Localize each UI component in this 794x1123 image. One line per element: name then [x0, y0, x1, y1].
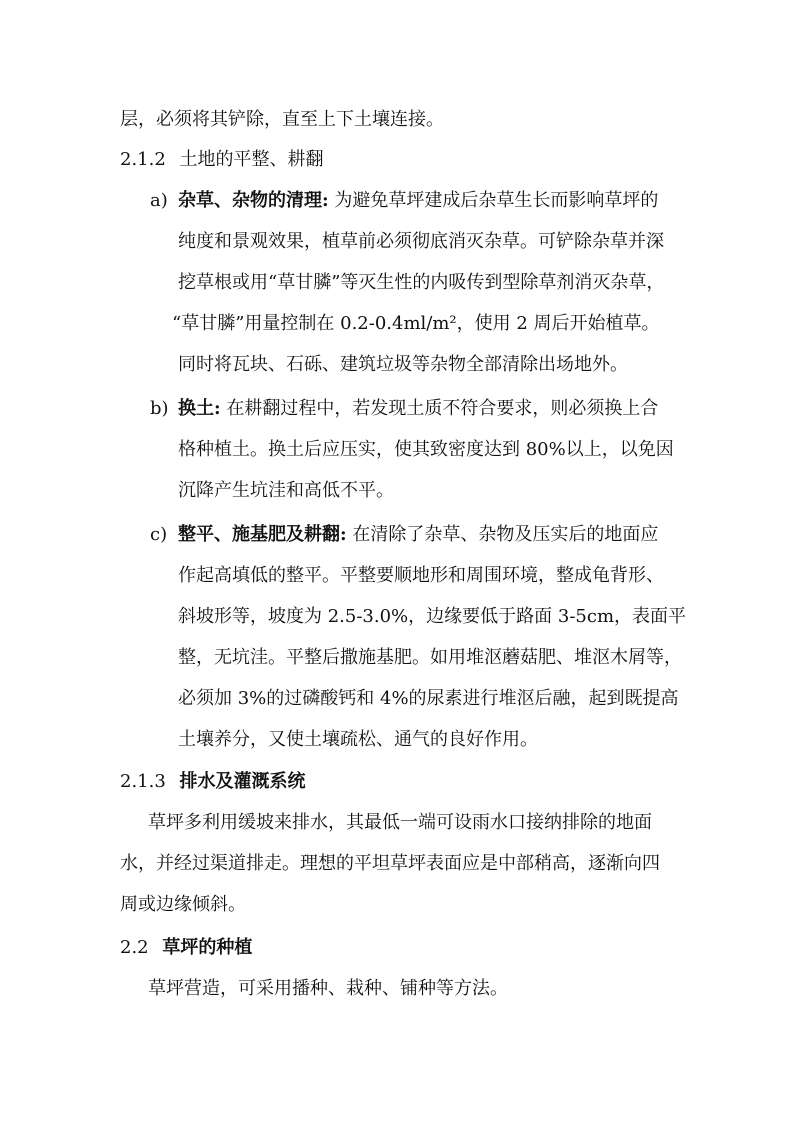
section-number: 2.1.3: [120, 771, 166, 792]
list-item-text: 为避免草坪建成后杂草生长而影响草坪的: [334, 190, 659, 211]
list-marker: c): [150, 524, 168, 545]
list-item-line: [178, 397, 658, 421]
list-item-line: 挖草根或用“草甘膦”等灭生性的内吸传到型除草剂消灭杂草，: [178, 272, 665, 293]
section-title: 草坪的种植: [162, 937, 253, 958]
paragraph-line: 草坪多利用缓坡来排水，其最低一端可设雨水口接纳排除的地面: [148, 812, 652, 833]
list-item-label: 整平、施基肥及耕翻:: [178, 524, 347, 545]
section-heading-2-2: [120, 936, 252, 960]
list-item-line: 斜坡形等，坡度为 2.5-3.0%，边缘要低于路面 3-5cm，表面平: [178, 606, 687, 627]
list-item-line: 纯度和景观效果，植草前必须彻底消灭杂草。可铲除杂草并深: [178, 231, 664, 252]
paragraph-line: 草坪营造，可采用播种、栽种、铺种等方法。: [148, 978, 508, 999]
list-item-line: 格种植土。换土后应压实，使其致密度达到 80%以上，以免因: [178, 439, 674, 460]
intro-line: 层，必须将其铲除，直至上下土壤连接。: [120, 109, 444, 130]
list-item-line: 沉降产生坑洼和高低不平。: [178, 480, 394, 501]
list-item-line: 土壤养分，又使土壤疏松、通气的良好作用。: [178, 729, 538, 750]
section-heading-2-1-2: [120, 148, 324, 172]
list-item-line: 必须加 3%的过磷酸钙和 4%的尿素进行堆沤后融，起到既提高: [178, 688, 679, 709]
section-number: 2.1.2: [120, 149, 166, 170]
list-marker: a): [150, 190, 168, 211]
list-item-line: 作起高填低的整平。平整要顺地形和周围环境，整成龟背形、: [178, 565, 664, 586]
list-item-line: 同时将瓦块、石砾、建筑垃圾等杂物全部清除出场地外。: [178, 354, 628, 375]
list-item-line: “草甘膦”用量控制在 0.2-0.4ml/m²，使用 2 周后开始植草。: [172, 313, 660, 334]
list-item-label: 换土:: [178, 398, 221, 419]
section-title: 土地的平整、耕翻: [179, 149, 324, 170]
list-item-text: 在清除了杂草、杂物及压实后的地面应: [352, 524, 659, 545]
list-item-line: [178, 189, 658, 213]
paragraph-line: 周或边缘倾斜。: [120, 894, 246, 915]
list-item-line: 整，无坑洼。平整后撒施基肥。如用堆沤蘑菇肥、堆沤木屑等，: [178, 647, 682, 668]
section-title: 排水及灌溉系统: [179, 771, 306, 792]
list-item-text: 在耕翻过程中，若发现土质不符合要求，则必须换上合: [226, 398, 659, 419]
section-heading-2-1-3: [120, 770, 306, 794]
list-marker: b): [150, 398, 169, 419]
list-item-line: [178, 523, 658, 547]
paragraph-line: 水，并经过渠道排走。理想的平坦草坪表面应是中部稍高，逐渐向四: [120, 853, 660, 874]
list-item-label: 杂草、杂物的清理:: [178, 190, 329, 211]
section-number: 2.2: [120, 937, 149, 958]
